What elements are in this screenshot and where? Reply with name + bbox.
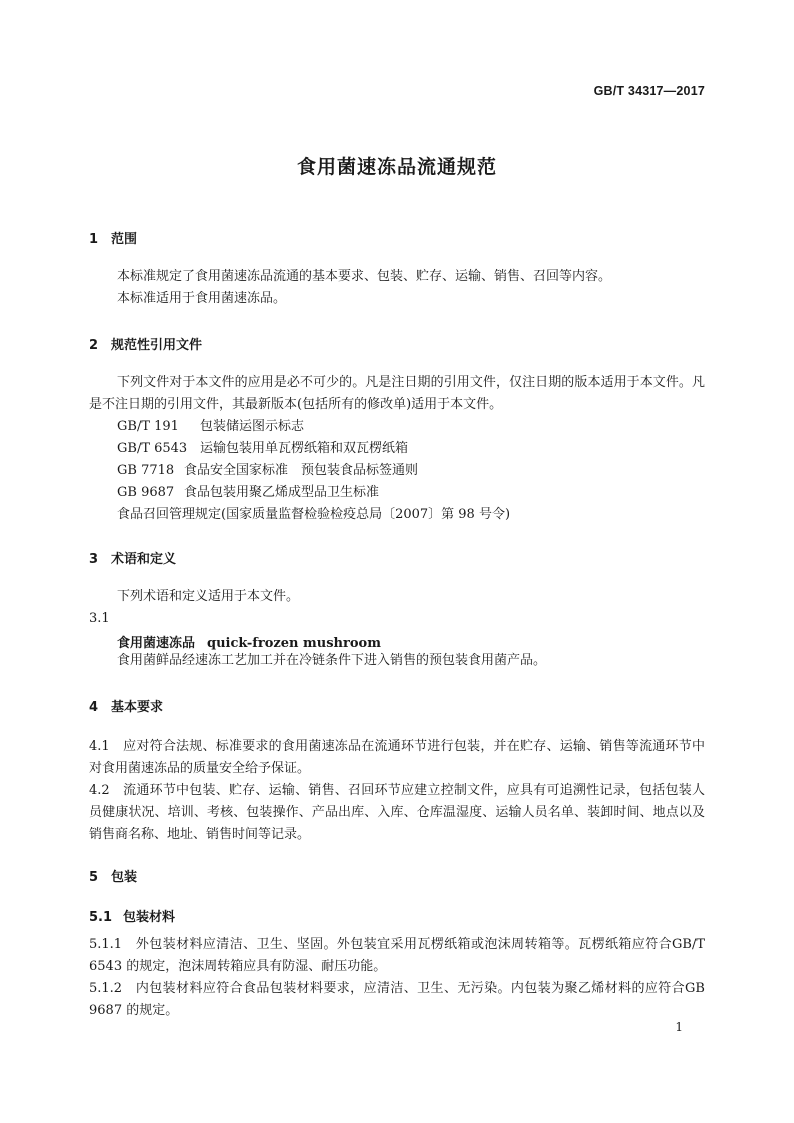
term-english: quick-frozen mushroom [207,636,381,651]
clause-4-1: 4.1 应对符合法规、标准要求的食用菌速冻品在流通环节进行包装，并在贮存、运输、销售等流通环节中对食用菌速冻品的质量安全给予保证。 [89,739,705,776]
section-title: 包装材料 [123,910,176,925]
section-2-heading [89,334,202,353]
reference-code: GB/T 191 [117,419,179,434]
section-4-heading [89,696,163,715]
reference-code: GB 7718 [117,463,175,478]
section-3-heading [89,548,176,567]
clause-4-2: 4.2 流通环节中包装、贮存、运输、销售、召回环节应建立控制文件，应具有可追溯性记录，包括包装人员健康状况、培训、考核、包装操作、产品出库、入库、仓库温湿度、运输人员名单、装卸时间、地点以及销售商名称、地址、销售时间等记录。 [89,783,705,842]
section-title: 基本要求 [111,700,164,715]
normative-intro: 下列文件对于本文件的应用是必不可少的。凡是注日期的引用文件，仅注日期的版本适用于本文件。凡是不注日期的引用文件，其最新版本(包括所有的修改单)适用于本文件。 [89,375,705,412]
reference-title: 食品包装用聚乙烯成型品卫生标准 [184,485,380,500]
section-number: 3 [89,552,99,567]
term-entry [117,632,381,651]
section-number: 5 [89,870,99,885]
term-chinese: 食用菌速冻品 [117,636,196,651]
section-1-heading [89,228,137,247]
reference-item [117,438,408,460]
clause-5-1-2: 5.1.2 内包装材料应符合食品包装材料要求，应清洁、卫生、无污染。内包装为聚乙烯材料的应符合GB 9687 的规定。 [89,981,705,1018]
section-number: 4 [89,700,99,715]
section-5-heading [89,866,137,885]
terms-intro: 下列术语和定义适用于本文件。 [117,589,300,604]
reference-code: GB 9687 [117,485,175,500]
subsection-5-1-heading [89,906,175,925]
reference-title: 包装储运图示标志 [200,419,305,434]
reference-title: 运输包装用单瓦楞纸箱和双瓦楞纸箱 [200,441,409,456]
section-number: 2 [89,338,99,353]
term-number: 3.1 [89,611,110,626]
section-number: 5.1 [89,910,113,925]
reference-item [117,482,379,504]
document-title: 食用菌速冻品流通规范 [296,156,497,178]
page-number: 1 [675,1020,683,1034]
term-definition: 食用菌鲜品经速冻工艺加工并在冷链条件下进入销售的预包装食用菌产品。 [117,653,547,668]
section-title: 术语和定义 [111,552,177,567]
scope-paragraph-1: 本标准规定了食用菌速冻品流通的基本要求、包装、贮存、运输、销售、召回等内容。 [117,269,612,284]
reference-item [117,460,418,482]
section-title: 包装 [111,870,138,885]
standard-number: GB/T 34317—2017 [593,84,705,98]
reference-item: 食品召回管理规定(国家质量监督检验检疫总局〔2007〕第 98 号令) [117,507,511,522]
reference-title: 食品安全国家标准 预包装食品标签通则 [184,463,419,478]
scope-paragraph-2: 本标准适用于食用菌速冻品。 [117,291,287,306]
section-title: 范围 [111,232,138,247]
reference-code: GB/T 6543 [117,441,188,456]
section-title: 规范性引用文件 [111,338,203,353]
clause-5-1-1: 5.1.1 外包装材料应清洁、卫生、坚固。外包装宜采用瓦楞纸箱或泡沫周转箱等。瓦楞纸箱应符合GB/T 6543 的规定，泡沫周转箱应具有防湿、耐压功能。 [89,937,705,974]
section-number: 1 [89,232,99,247]
reference-item [117,416,304,438]
